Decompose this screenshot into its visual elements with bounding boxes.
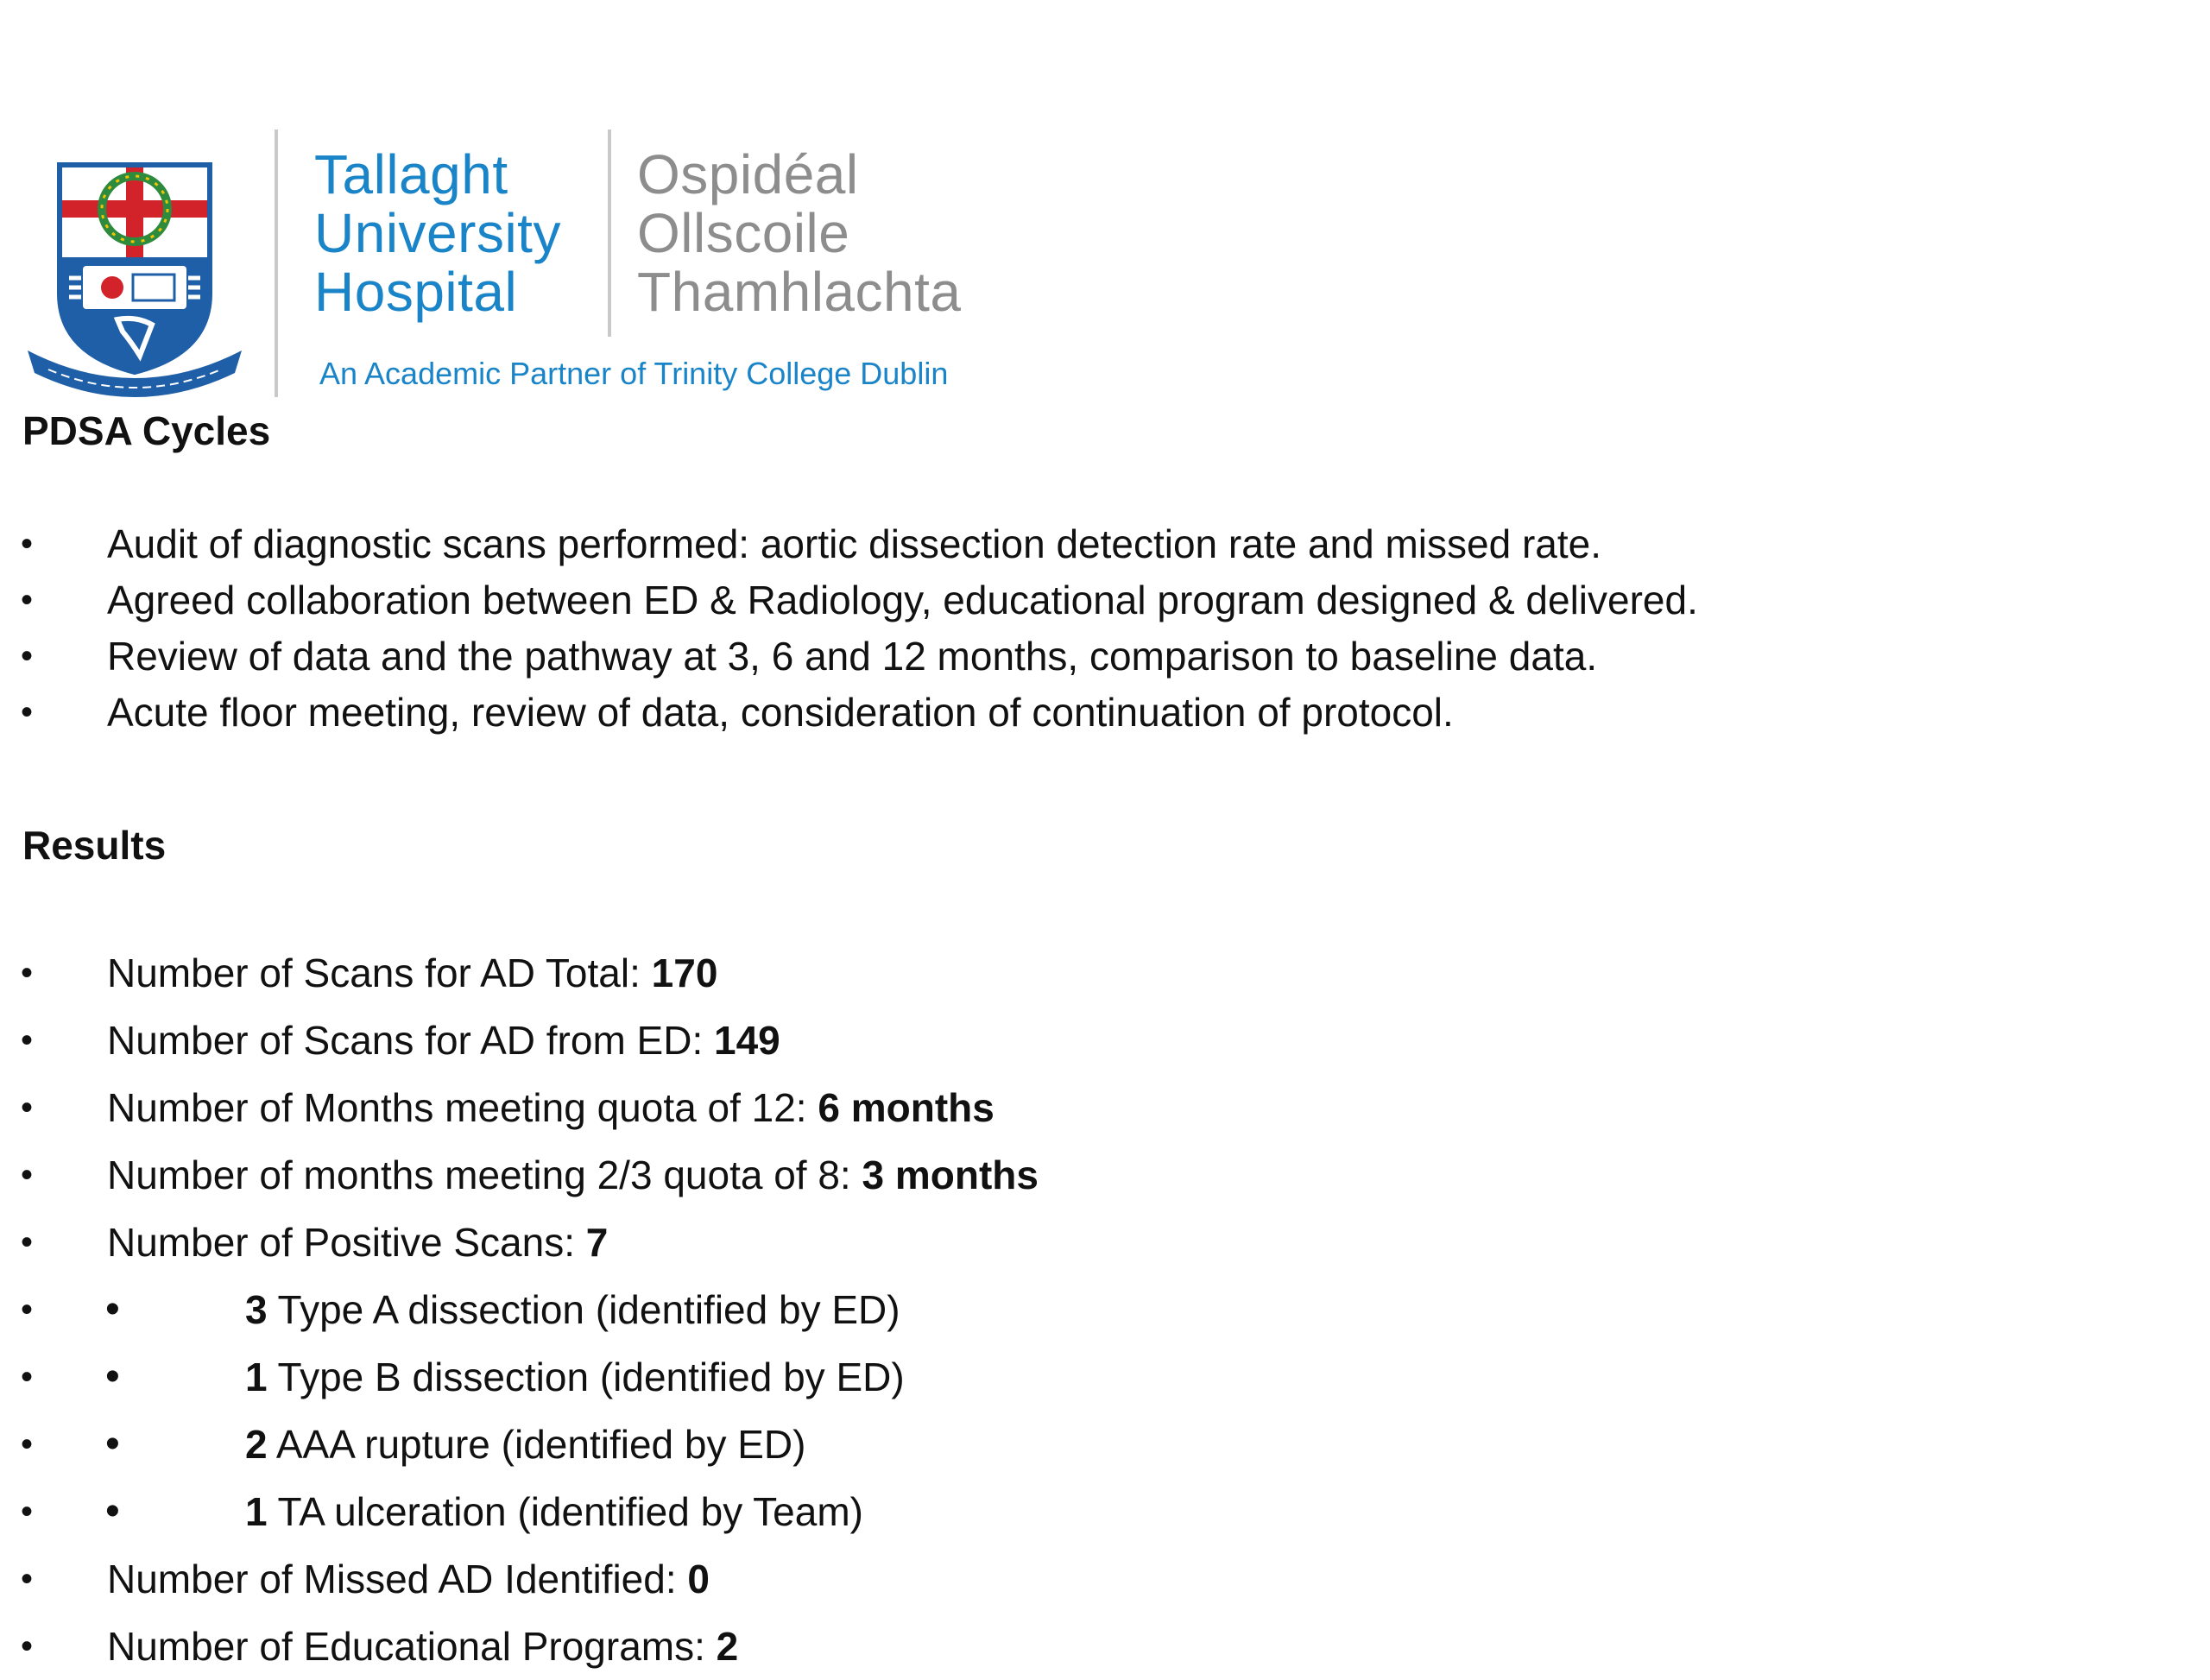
name-en-line: Hospital <box>314 261 518 323</box>
result-label: Number of Scans for AD from ED: <box>107 1018 715 1063</box>
bullet-icon: • <box>21 525 34 563</box>
result-label: Type A dissection (identified by ED) <box>267 1287 900 1332</box>
result-label: Number of Scans for AD Total: <box>107 951 652 995</box>
logo-divider <box>608 129 611 337</box>
hospital-logo <box>22 129 989 406</box>
list-item-text: Audit of diagnostic scans performed: aortic dissection detection rate and missed rate. <box>107 521 1602 566</box>
bullet-icon: • <box>21 1021 34 1059</box>
result-label: Type B dissection (identified by ED) <box>267 1355 905 1399</box>
result-value: 2 <box>245 1422 268 1467</box>
result-label: AAA rupture (identified by ED) <box>267 1422 806 1467</box>
result-label: Number of Positive Scans: <box>107 1220 586 1265</box>
result-text <box>245 1276 900 1343</box>
bullet-icon: • <box>21 581 34 619</box>
name-en-line: University <box>314 202 561 264</box>
bullet-icon: • <box>21 954 34 992</box>
bullet-icon: • <box>21 1156 34 1194</box>
bullet-icon: • <box>21 1627 34 1665</box>
result-label: Number of Educational Programs: <box>107 1624 717 1669</box>
list-item-text: Review of data and the pathway at 3, 6 and 12 months, comparison to baseline data. <box>107 634 1598 679</box>
logo-divider <box>275 129 278 397</box>
bullet-icon: • <box>21 693 34 731</box>
result-text <box>245 1478 863 1545</box>
sub-bullet-icon: • <box>105 1421 120 1467</box>
result-value: 7 <box>585 1220 609 1265</box>
sub-bullet-icon: • <box>105 1488 120 1534</box>
result-text <box>107 1613 738 1680</box>
hospital-name-english <box>314 145 561 321</box>
bullet-icon: • <box>21 1223 34 1261</box>
name-en-line: Tallaght <box>314 143 508 205</box>
bullet-icon: • <box>21 637 34 675</box>
result-text <box>107 1545 710 1613</box>
bullet-icon: • <box>21 1560 34 1598</box>
hospital-name-irish <box>637 145 961 321</box>
bullet-icon: • <box>21 1358 34 1396</box>
bullet-icon: • <box>21 1089 34 1127</box>
result-label: Number of months meeting 2/3 quota of 8: <box>107 1153 862 1197</box>
result-text <box>107 1007 780 1074</box>
result-text <box>107 1141 1039 1209</box>
sub-bullet-icon: • <box>105 1354 120 1399</box>
result-value: 1 <box>245 1489 268 1534</box>
name-ga-line: Thamhlachta <box>637 261 962 323</box>
result-value: 149 <box>714 1018 780 1063</box>
pdsa-cycles-heading: PDSA Cycles <box>22 408 271 453</box>
name-ga-line: Ollscoile <box>637 202 850 264</box>
result-value: 2 <box>716 1624 739 1669</box>
result-label: Number of Months meeting quota of 12: <box>107 1085 818 1130</box>
result-label: TA ulceration (identified by Team) <box>267 1489 863 1534</box>
hospital-crest-icon <box>22 147 247 397</box>
result-value: 3 <box>245 1287 268 1332</box>
result-value: 1 <box>245 1355 268 1399</box>
list-item-text: Acute floor meeting, review of data, consideration of continuation of protocol. <box>107 690 1454 735</box>
result-text <box>245 1411 805 1478</box>
logo-tagline: An Academic Partner of Trinity College Dublin <box>319 356 949 391</box>
result-text <box>245 1343 905 1411</box>
result-value: 3 months <box>862 1153 1039 1197</box>
result-label: Number of Missed AD Identified: <box>107 1557 688 1601</box>
result-text <box>107 1209 608 1276</box>
result-text <box>107 939 717 1007</box>
result-text <box>107 1074 994 1141</box>
result-value: 6 months <box>818 1085 994 1130</box>
result-value: 170 <box>651 951 718 995</box>
name-ga-line: Ospidéal <box>637 143 859 205</box>
results-heading: Results <box>22 823 167 868</box>
bullet-icon: • <box>21 1291 34 1329</box>
bullet-icon: • <box>21 1493 34 1531</box>
bullet-icon: • <box>21 1425 34 1463</box>
list-item-text: Agreed collaboration between ED & Radiology, educational program designed & delivered. <box>107 578 1698 622</box>
sub-bullet-icon: • <box>105 1286 120 1332</box>
result-value: 0 <box>687 1557 710 1601</box>
